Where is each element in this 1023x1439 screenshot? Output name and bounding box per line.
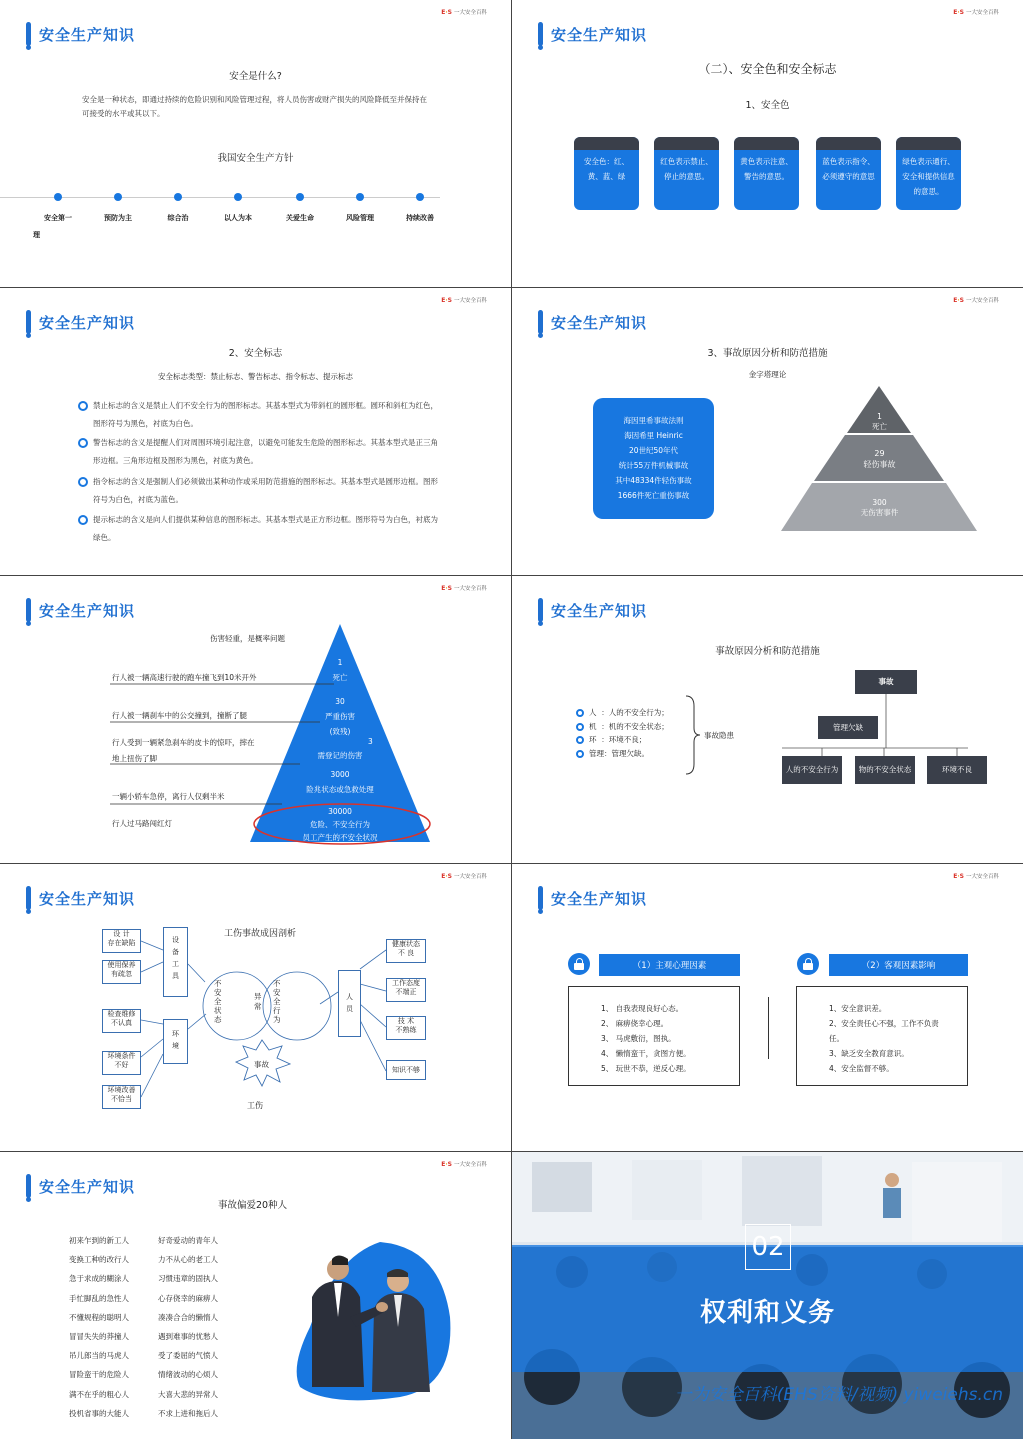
slide-injury-probability[interactable]	[0, 576, 511, 863]
color-box: 黄色表示注意、警告的意思。	[734, 137, 799, 210]
s4-sub: 金字塔理论	[748, 370, 787, 379]
slide-injury-causes[interactable]	[0, 864, 511, 1151]
title-bar-icon	[538, 598, 543, 622]
bullet-icon	[576, 709, 584, 717]
s3-types: 安全标志类型：禁止标志、警告标志、指令标志、提示标志	[158, 372, 353, 381]
brand-mark-icon: E·S	[441, 872, 452, 880]
type-item: 大喜大悲的异常人	[158, 1389, 218, 1399]
bullet-icon	[78, 515, 88, 525]
objective-header: （2）客观因素影响	[829, 954, 968, 976]
brand-mark-icon: E·S	[953, 8, 964, 16]
slide-20-types[interactable]	[0, 1152, 511, 1439]
s1-heading: 安全是什么?	[229, 71, 282, 82]
unsafe-action: 不 安 全 行 为	[273, 979, 281, 1024]
timeline-extra: 理	[33, 231, 40, 239]
left-cause: 检查维修 不认真	[102, 1009, 141, 1033]
type-item: 变换工种的改行人	[69, 1255, 129, 1265]
type-item: 力不从心的老工人	[158, 1255, 218, 1265]
section-title: 权利和义务	[699, 1298, 835, 1328]
pyramid-base-text: 300 无伤害事件	[860, 498, 899, 517]
injury-label: 工伤	[247, 1101, 263, 1110]
tree-leaf: 环境不良	[927, 756, 987, 784]
brand-logo: E·S 一大安全百科	[441, 296, 487, 304]
left-cause: 设 计 存在缺陷	[102, 929, 141, 953]
brand-logo: E·S 一大安全百科	[953, 8, 999, 16]
type-item: 凑凑合合的懒惰人	[158, 1312, 218, 1322]
right-cause: 健康状态 不 良	[386, 939, 426, 963]
watermark: 一为安全百科(EHS资料/视频) yiweiehs.cn	[674, 1385, 1003, 1405]
s2-heading: （二）、安全色和安全标志	[698, 62, 837, 76]
left-cause: 使用保养 有疏忽	[102, 960, 141, 984]
slide-safety-what[interactable]	[0, 0, 511, 287]
timeline-label: 风险管理	[346, 214, 374, 222]
timeline-dot	[356, 193, 364, 201]
section-number: 02	[745, 1224, 791, 1270]
slide-title: 安全生产知识	[26, 22, 135, 46]
slide-title: 安全生产知识	[26, 1174, 135, 1198]
injury-pyramid	[0, 576, 511, 863]
tree-mid: 管理欠缺	[818, 716, 878, 739]
s6-heading: 事故原因分析和防范措施	[715, 646, 820, 657]
tree-leaf: 人的不安全行为	[782, 756, 842, 784]
grid-divider	[0, 1151, 1023, 1152]
person-box: 人 员	[338, 970, 361, 1037]
title-bar-icon	[26, 22, 31, 46]
bullet-icon	[78, 477, 88, 487]
sign-item: 禁止标志的含义是禁止人们不安全行为的图形标志。其基本型式为带斜杠的圆形框。圆环和斜杠为红色，图形符号为黑色，衬底为白色。	[78, 397, 438, 433]
objective-list: 1、安全意识差。 2、安全责任心不强，工作不负责任。 3、缺乏安全教育意识。 4、安全监督不够。	[796, 986, 968, 1086]
cause-item: 机 ：机的不安全状态；	[576, 720, 669, 734]
pyr-level-num: 3	[368, 737, 373, 746]
pyramid-mid-text: 29 轻伤事故	[863, 449, 896, 469]
sign-item: 提示标志的含义是向人们提供某种信息的图形标志。其基本型式是正方形边框。图形符号为白色，衬底为绿色。	[78, 511, 438, 547]
type-item: 手忙脚乱的急性人	[69, 1293, 129, 1303]
pyr-level: 需登记的伤害	[317, 751, 363, 760]
timeline-dot	[54, 193, 62, 201]
s1-paragraph: 安全是一种状态，即通过持续的危险识别和风险管理过程，将人员伤害或财产损失的风险降低至并保持在可接受的水平或其以下。	[82, 95, 427, 118]
unsafe-state: 不 安 全 状 态	[214, 979, 222, 1024]
type-column-1	[69, 1231, 129, 1423]
slide-pyramid-theory[interactable]	[512, 288, 1023, 575]
slide-safety-signs[interactable]	[0, 288, 511, 575]
type-item: 情绪波动的心烦人	[158, 1370, 218, 1380]
s7-heading: 工伤事故成因剖析	[224, 929, 297, 939]
timeline-dot	[234, 193, 242, 201]
brand-mark-icon: E·S	[441, 584, 452, 592]
equipment-box: 设 备 工 具	[163, 927, 188, 997]
timeline-label: 关爱生命	[286, 214, 314, 222]
right-cause: 工作态度 不端正	[386, 978, 426, 1002]
type-item: 投机省事的大能人	[69, 1408, 129, 1418]
slide-title: 安全生产知识	[538, 310, 647, 334]
title-bar-icon	[26, 310, 31, 334]
timeline-label: 预防为主	[104, 214, 132, 222]
brand-mark-icon: E·S	[441, 296, 452, 304]
type-item: 习惯违章的固执人	[158, 1274, 218, 1284]
type-item: 心存侥幸的麻痹人	[158, 1293, 218, 1303]
type-item: 冒险蛮干的危险人	[69, 1370, 129, 1380]
slide-section-cover[interactable]	[512, 1152, 1023, 1439]
type-item: 急于求成的糊涂人	[69, 1274, 129, 1284]
environment-box: 环 境	[163, 1019, 188, 1064]
type-item: 不求上进和拖后人	[158, 1408, 218, 1418]
s5-line: 行人过马路闯红灯	[112, 819, 172, 828]
pyramid-top-text: 1 死亡	[872, 412, 887, 431]
s5-line: 一辆小轿车急停，离行人仅剩半米	[112, 792, 225, 801]
s2-subheading: 1、安全色	[745, 100, 790, 111]
grid-divider	[0, 863, 1023, 864]
slide-title: 安全生产知识	[26, 310, 135, 334]
s5-line: 行人被一辆刹车中的公交撞到，撞断了腿	[112, 711, 247, 720]
title-bar-icon	[538, 22, 543, 46]
brand-logo: E·S 一大安全百科	[441, 872, 487, 880]
slide-factors[interactable]	[512, 864, 1023, 1151]
brand-logo: E·S 一大安全百科	[441, 584, 487, 592]
tree-connectors	[772, 694, 1002, 759]
timeline-dot	[416, 193, 424, 201]
s5-top: 伤害轻重，是概率问题	[210, 634, 285, 643]
type-item: 遇到难事的忧愁人	[158, 1332, 218, 1342]
grid-divider	[0, 575, 1023, 576]
pyr-level: 3000 险兆状态或急救处理	[306, 770, 374, 794]
slide-title: 安全生产知识	[26, 598, 135, 622]
bullet-icon	[576, 736, 584, 744]
brand-logo: E·S 一大安全百科	[953, 296, 999, 304]
tree-leaf: 物的不安全状态	[855, 756, 915, 784]
type-item: 吊儿郎当的马虎人	[69, 1351, 129, 1361]
accident-label: 事故	[254, 1060, 269, 1069]
timeline-line	[0, 197, 440, 198]
brand-logo: E·S 一大安全百科	[953, 872, 999, 880]
type-item: 初来乍到的新工人	[69, 1236, 129, 1245]
bullet-icon	[78, 438, 88, 448]
type-item: 冒冒失失的莽撞人	[69, 1332, 129, 1342]
brand-logo: E·S 一大安全百科	[441, 1160, 487, 1168]
s4-heading: 3、事故原因分析和防范措施	[707, 348, 828, 359]
slide-safety-colors[interactable]	[512, 0, 1023, 287]
timeline-label: 安全第一	[44, 214, 72, 222]
brand-mark-icon: E·S	[441, 1160, 452, 1168]
timeline-label: 持续改善	[406, 214, 434, 222]
slide-title: 安全生产知识	[26, 886, 135, 910]
grid-divider	[511, 0, 512, 1439]
cause-item: 人 ：人的不安全行为；	[576, 706, 669, 720]
abnormal: 异 常	[254, 992, 262, 1011]
sign-item: 指令标志的含义是强制人们必须做出某种动作或采用防范措施的图形标志。其基本型式是圆形边框。图形符号为白色，衬底为蓝色。	[78, 473, 438, 509]
timeline-dot	[296, 193, 304, 201]
bullet-icon	[78, 401, 88, 411]
timeline-dot	[174, 193, 182, 201]
timeline-label: 以人为本	[224, 214, 252, 222]
type-item: 受了委屈的气愤人	[158, 1351, 218, 1361]
slide-title: 安全生产知识	[538, 886, 647, 910]
s1-subheading: 我国安全生产方针	[217, 153, 294, 164]
cause-item: 管理：管理欠缺。	[576, 747, 669, 761]
color-box: 红色表示禁止、停止的意思。	[654, 137, 719, 210]
title-bar-icon	[26, 1174, 31, 1198]
brand-logo: E·S 一大安全百科	[441, 8, 487, 16]
s3-heading: 2、安全标志	[228, 348, 283, 359]
left-cause: 环境条件 不好	[102, 1051, 141, 1075]
type-item: 好奇爱动的青年人	[158, 1236, 218, 1245]
brand-mark-icon: E·S	[441, 8, 452, 16]
tree-root: 事故	[855, 670, 917, 694]
brand-mark-icon: E·S	[953, 872, 964, 880]
timeline-label: 综合治	[167, 214, 189, 222]
grid-divider	[0, 287, 1023, 288]
title-bar-icon	[538, 886, 543, 910]
pyr-level: 30 严重伤害 (致残)	[325, 697, 355, 736]
divider	[768, 997, 769, 1059]
brace-icon	[682, 694, 702, 776]
sign-item: 警告标志的含义是提醒人们对周围环境引起注意，以避免可能发生危险的图形标志。其基本型式是正三角形边框。三角形边框及图形为黑色，衬底为黄色。	[78, 434, 438, 470]
brace-label: 事故隐患	[704, 731, 734, 740]
slide-cause-analysis[interactable]	[512, 576, 1023, 863]
s9-heading: 事故偏爱20种人	[218, 1200, 288, 1211]
pyr-level: 1 死亡	[332, 658, 348, 682]
s5-line: 行人受到一辆紧急刹车的皮卡的惊吓，摔在	[112, 738, 255, 747]
handshake-photo	[290, 1237, 460, 1407]
type-item: 不懂规程的聪明人	[69, 1312, 129, 1322]
pyr-level: 30000 危险、不安全行为 员工产生的不安全状况	[302, 807, 378, 842]
heinrich-box: 海因里希事故法则 海因希里 Heinric 20世纪50年代 统计55万件机械事故 其中48334件轻伤事故 1666件死亡重伤事故	[593, 398, 714, 519]
bullet-icon	[576, 750, 584, 758]
color-box: 绿色表示通行、安全和提供信息的意思。	[896, 137, 961, 210]
bullet-icon	[576, 723, 584, 731]
color-box: 安全色：红、黄、蓝、绿	[574, 137, 639, 210]
type-column-2	[158, 1231, 218, 1423]
lock-icon	[568, 953, 590, 975]
right-cause: 技 术 不熟练	[386, 1016, 426, 1040]
brand-mark-icon: E·S	[953, 296, 964, 304]
slide-title: 安全生产知识	[538, 598, 647, 622]
cause-list	[576, 706, 669, 760]
subjective-list: 1、 自我表现良好心态。 2、 麻痹侥幸心理。 3、 马虎敷衍，图执。 4、 懒惰蛮干，贪图方便。 5、 玩世不恭，逆反心理。	[568, 986, 740, 1086]
slide-title: 安全生产知识	[538, 22, 647, 46]
color-box: 蓝色表示指令、必须遵守的意思	[816, 137, 881, 210]
type-item: 满不在乎的粗心人	[69, 1389, 129, 1399]
right-cause: 知识不够	[386, 1060, 426, 1080]
s5-line: 行人被一辆高速行驶的跑车撞飞到10米开外	[112, 673, 257, 682]
subjective-header: （1）主观心理因素	[599, 954, 740, 976]
lock-icon	[797, 953, 819, 975]
title-bar-icon	[538, 310, 543, 334]
s5-line: 地上扭伤了脚	[112, 754, 157, 763]
timeline-dot	[114, 193, 122, 201]
cause-item: 环 ：环境不良；	[576, 733, 669, 747]
left-cause: 环境改善 不恰当	[102, 1085, 141, 1109]
